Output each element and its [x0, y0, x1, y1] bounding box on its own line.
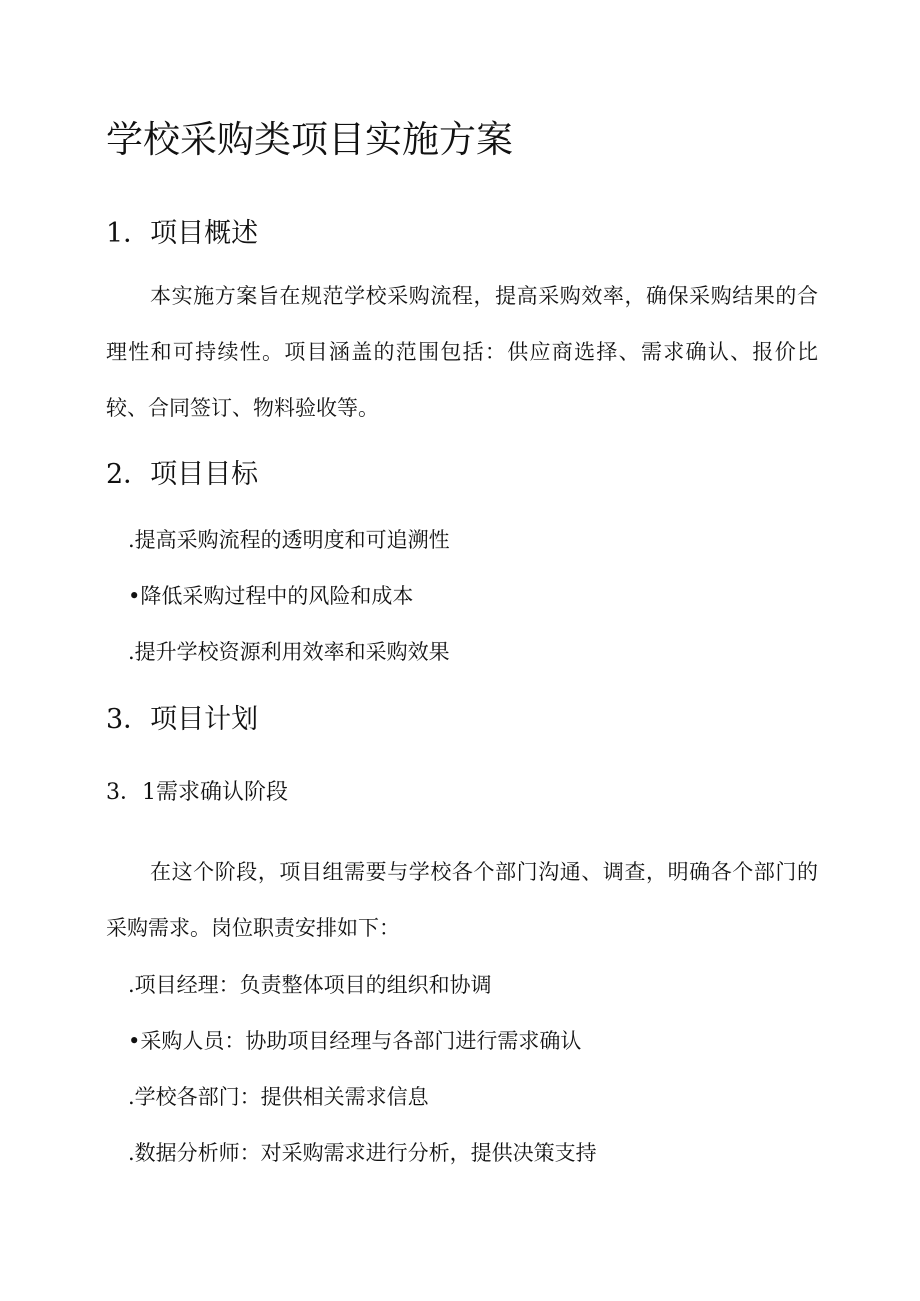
goal-item: .提高采购流程的透明度和可追溯性 — [128, 528, 450, 552]
section-heading-plan: 3．项目计划 — [106, 704, 259, 735]
requirements-paragraph: 在这个阶段，项目组需要与学校各个部门沟通、调查，明确各个部门的采购需求。岗位职责安排如下： — [106, 860, 818, 940]
role-item: .学校各部门：提供相关需求信息 — [128, 1085, 429, 1109]
role-item: •采购人员：协助项目经理与各部门进行需求确认 — [128, 1029, 582, 1053]
role-item: .项目经理：负责整体项目的组织和协调 — [128, 973, 492, 997]
section-heading-goals: 2．项目目标 — [106, 459, 259, 490]
goal-item: .提升学校资源利用效率和采购效果 — [128, 640, 450, 664]
subsection-heading-requirements: 3．1需求确认阶段 — [106, 780, 288, 805]
overview-paragraph: 本实施方案旨在规范学校采购流程，提高采购效率，确保采购结果的合理性和可持续性。项目涵盖的范围包括：供应商选择、需求确认、报价比较、合同签订、物料验收等。 — [106, 284, 818, 420]
role-item: .数据分析师：对采购需求进行分析，提供决策支持 — [128, 1141, 597, 1165]
goal-item: •降低采购过程中的风险和成本 — [128, 584, 414, 608]
section-heading-overview: 1．项目概述 — [106, 218, 259, 249]
document-title: 学校采购类项目实施方案 — [106, 118, 513, 161]
